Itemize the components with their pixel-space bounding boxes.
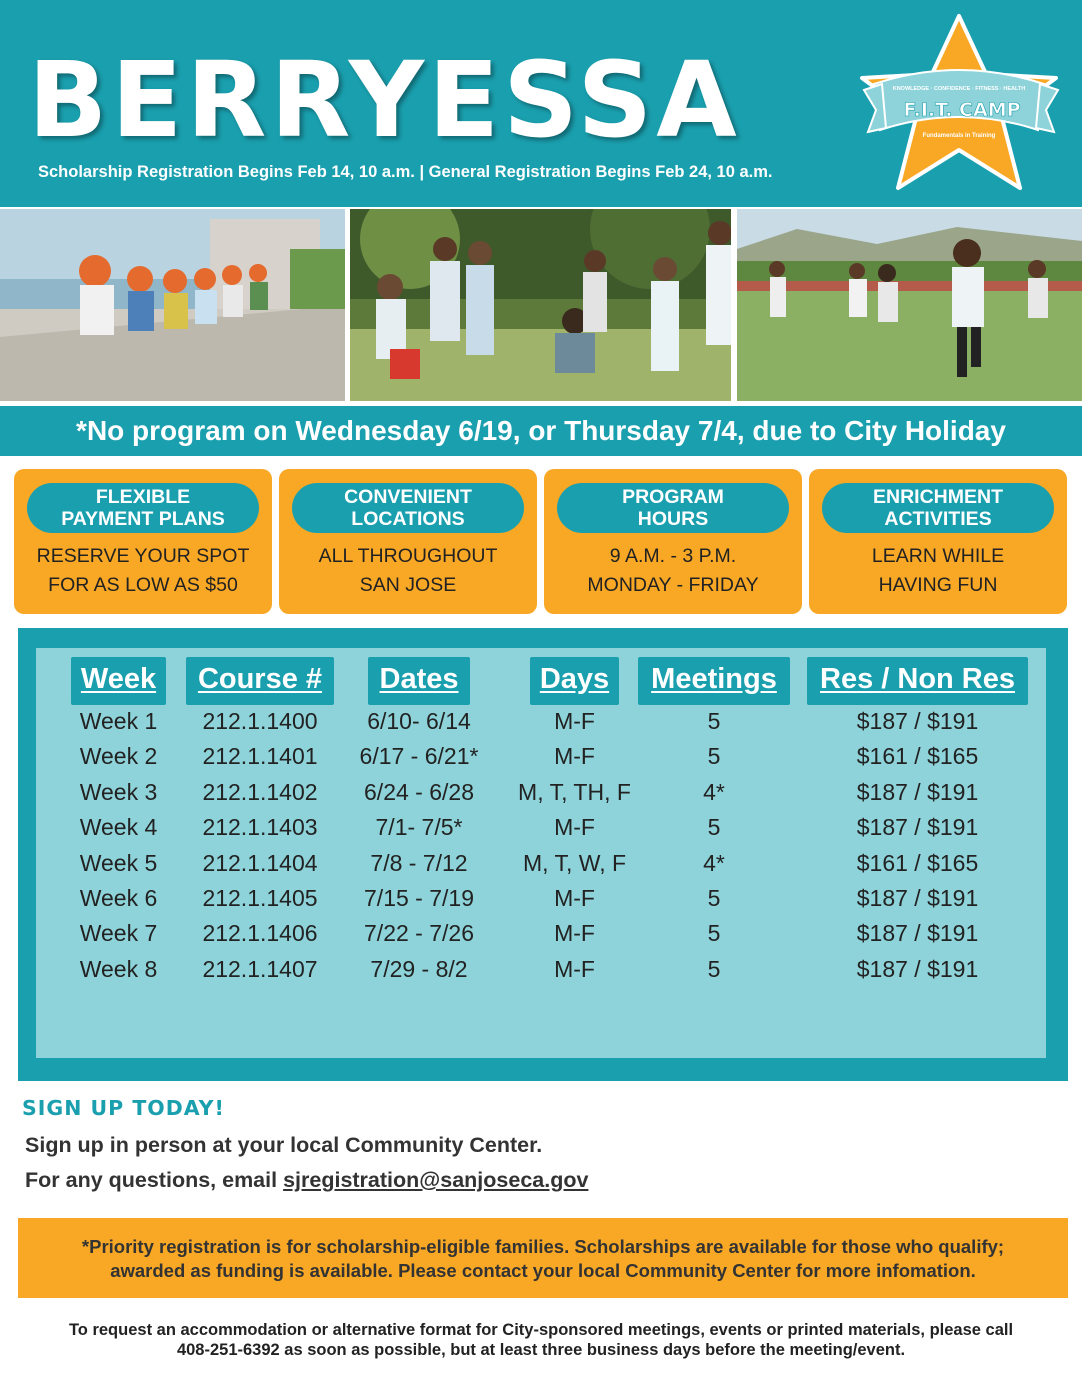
cell-meetings: 4* xyxy=(703,778,725,805)
feature-text-line: LEARN WHILE xyxy=(871,545,1005,567)
photo-kids-helmets xyxy=(0,209,345,401)
cell-dates: 6/24 - 6/28 xyxy=(364,778,474,805)
feature-title xyxy=(27,483,259,533)
photo-strip xyxy=(0,207,1082,403)
holiday-notice: *No program on Wednesday 6/19, or Thursday 7/4, due to City Holiday xyxy=(0,406,1082,456)
feature-description xyxy=(14,542,272,600)
cell-meetings: 4* xyxy=(703,849,725,876)
priority-note-line: awarded as funding is available. Please contact your local Community Center for more infomation. xyxy=(110,1260,976,1281)
logo-arc-text: KNOWLEDGE · CONFIDENCE · FITNESS · HEALTH xyxy=(892,86,1026,92)
signup-questions-text: For any questions, email xyxy=(25,1168,284,1192)
cell-week: Week 1 xyxy=(79,708,158,734)
table-row xyxy=(36,739,1046,773)
cell-week: Week 4 xyxy=(79,814,158,841)
cell-meetings: 5 xyxy=(707,885,721,911)
feature-card-payment xyxy=(14,469,272,614)
feature-title-line: FLEXIBLE xyxy=(95,486,191,508)
logo-name: F.I.T. CAMP xyxy=(903,99,1021,121)
photo-kids-park xyxy=(350,209,731,401)
feature-card-activities xyxy=(809,469,1067,614)
cell-rates: $161 / $165 xyxy=(856,743,979,770)
table-row xyxy=(36,704,1046,738)
cell-course-number: 212.1.1401 xyxy=(202,743,318,770)
cell-course-number: 212.1.1400 xyxy=(202,708,318,734)
cell-days: M, T, W, F xyxy=(522,849,627,876)
cell-days: M-F xyxy=(554,743,595,770)
feature-title xyxy=(557,483,789,533)
accommodation-note xyxy=(0,1320,1082,1360)
cell-rates: $187 / $191 xyxy=(856,814,979,841)
cell-days: M, T, TH, F xyxy=(518,778,631,805)
feature-title-line: ENRICHMENT xyxy=(873,486,1003,508)
accommodation-note-line: 408-251-6392 as soon as possible, but at least three business days before the meeting/event. xyxy=(176,1341,906,1359)
cell-meetings: 5 xyxy=(707,920,721,947)
table-row xyxy=(36,952,1046,986)
feature-text-line: FOR AS LOW AS $50 xyxy=(48,574,238,596)
schedule-table xyxy=(36,648,1046,1058)
feature-card-hours xyxy=(544,469,802,614)
feature-text-line: 9 A.M. - 3 P.M. xyxy=(609,545,737,567)
cell-week: Week 7 xyxy=(79,920,158,947)
cell-days: M-F xyxy=(554,920,595,947)
column-header-week: Week xyxy=(71,657,166,705)
cell-dates: 6/17 - 6/21* xyxy=(359,743,479,770)
feature-description xyxy=(279,542,537,600)
feature-title xyxy=(822,483,1054,533)
logo-tagline: Fundamentals in Training xyxy=(922,133,996,139)
table-row xyxy=(36,846,1046,880)
feature-title-line: PROGRAM xyxy=(622,486,724,508)
priority-note-line: *Priority registration is for scholarship-eligible families. Scholarships are available for those who qualify; xyxy=(81,1236,1005,1257)
table-row xyxy=(36,775,1046,809)
cell-dates: 7/8 - 7/12 xyxy=(370,849,468,876)
photo-kids-field xyxy=(737,209,1082,401)
column-header-dates: Dates xyxy=(368,657,470,705)
cell-week: Week 5 xyxy=(79,849,158,876)
star-logo-icon xyxy=(852,12,1072,194)
accommodation-note-line: To request an accommodation or alternative format for City-sponsored meetings, events or printed materials, please call xyxy=(68,1321,1014,1339)
feature-title-line: HOURS xyxy=(637,508,709,530)
cell-days: M-F xyxy=(554,955,595,982)
cell-rates: $161 / $165 xyxy=(856,849,979,876)
cell-meetings: 5 xyxy=(707,743,721,770)
cell-rates: $187 / $191 xyxy=(856,955,979,982)
header-banner xyxy=(0,0,1082,207)
priority-note xyxy=(18,1218,1068,1298)
column-header-course: Course # xyxy=(186,657,334,705)
cell-week: Week 2 xyxy=(79,743,158,770)
feature-description xyxy=(809,542,1067,600)
feature-title-line: LOCATIONS xyxy=(351,508,465,530)
cell-course-number: 212.1.1403 xyxy=(202,814,318,841)
cell-dates: 7/29 - 8/2 xyxy=(370,955,468,982)
table-row xyxy=(36,881,1046,915)
feature-title xyxy=(292,483,524,533)
table-row xyxy=(36,810,1046,844)
feature-description xyxy=(544,542,802,600)
signup-heading: SIGN UP TODAY! xyxy=(22,1096,225,1120)
feature-text-line: HAVING FUN xyxy=(878,574,998,596)
registration-email-link[interactable]: sjregistration@sanjoseca.gov xyxy=(283,1168,589,1192)
cell-week: Week 3 xyxy=(79,778,158,805)
column-header-days: Days xyxy=(530,657,619,705)
column-header-meetings: Meetings xyxy=(638,657,790,705)
cell-course-number: 212.1.1404 xyxy=(202,849,318,876)
cell-days: M-F xyxy=(554,708,595,734)
cell-week: Week 6 xyxy=(79,885,158,911)
cell-course-number: 212.1.1407 xyxy=(202,955,318,982)
fit-camp-logo xyxy=(852,12,1072,194)
signup-in-person: Sign up in person at your local Community Center. xyxy=(25,1133,543,1157)
page-title: BERRYESSA xyxy=(28,39,741,161)
cell-rates: $187 / $191 xyxy=(856,708,979,734)
feature-title-line: PAYMENT PLANS xyxy=(61,508,225,530)
cell-dates: 7/1- 7/5* xyxy=(375,814,463,841)
feature-text-line: RESERVE YOUR SPOT xyxy=(36,545,250,567)
cell-dates: 6/10- 6/14 xyxy=(367,708,471,734)
column-header-rates: Res / Non Res xyxy=(807,657,1028,705)
cell-course-number: 212.1.1402 xyxy=(202,778,318,805)
feature-text-line: SAN JOSE xyxy=(359,574,457,596)
cell-dates: 7/22 - 7/26 xyxy=(364,920,474,947)
table-row xyxy=(36,916,1046,950)
cell-week: Week 8 xyxy=(79,955,158,982)
cell-meetings: 5 xyxy=(707,814,721,841)
feature-cards xyxy=(14,469,1068,614)
cell-course-number: 212.1.1405 xyxy=(202,885,318,911)
cell-course-number: 212.1.1406 xyxy=(202,920,318,947)
cell-meetings: 5 xyxy=(707,708,721,734)
feature-title-line: ACTIVITIES xyxy=(884,508,992,530)
signup-questions xyxy=(25,1168,588,1193)
cell-days: M-F xyxy=(554,814,595,841)
cell-dates: 7/15 - 7/19 xyxy=(364,885,474,911)
cell-rates: $187 / $191 xyxy=(856,920,979,947)
cell-rates: $187 / $191 xyxy=(856,885,979,911)
feature-card-locations xyxy=(279,469,537,614)
cell-days: M-F xyxy=(554,885,595,911)
feature-title-line: CONVENIENT xyxy=(344,486,472,508)
cell-meetings: 5 xyxy=(707,955,721,982)
feature-text-line: MONDAY - FRIDAY xyxy=(587,574,759,596)
registration-dates: Scholarship Registration Begins Feb 14, 10 a.m. | General Registration Begins Feb 24, 10 a.m. xyxy=(38,163,773,181)
schedule-table-frame xyxy=(18,628,1068,1081)
feature-text-line: ALL THROUGHOUT xyxy=(318,545,498,567)
cell-rates: $187 / $191 xyxy=(856,778,979,805)
